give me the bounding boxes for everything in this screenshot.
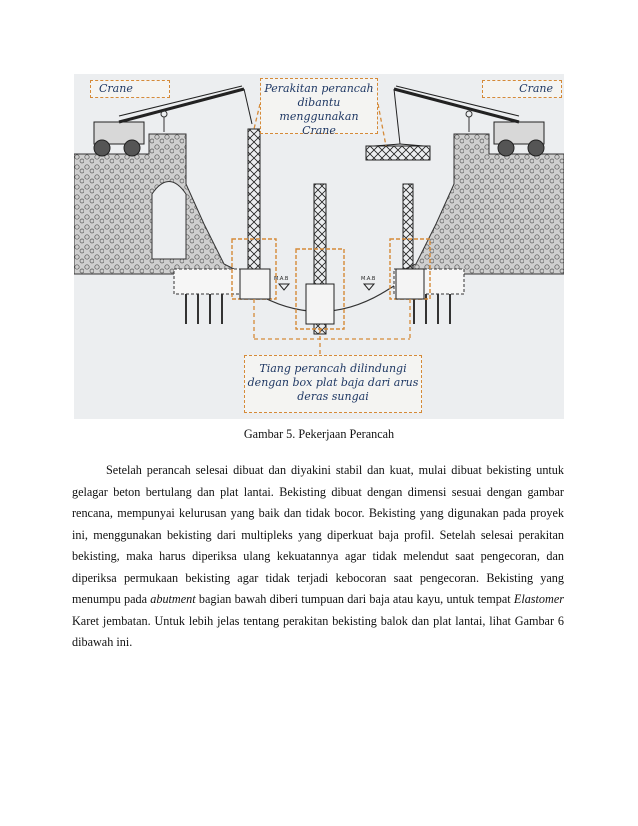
crane-label-right: Crane (482, 80, 562, 98)
crane-label-left: Crane (90, 80, 170, 98)
callout-line: Crane (302, 124, 336, 137)
callout-crane-assembly (260, 78, 378, 137)
paragraph-text: bagian bawah diberi tumpuan dari baja atau kayu, untuk tempat (195, 592, 514, 606)
figure-caption: Gambar 5. Pekerjaan Perancah (243, 427, 395, 441)
callout-line: dengan box plat baja dari arus (247, 376, 419, 389)
term-abutment: abutment (150, 592, 196, 606)
body-paragraph (72, 460, 564, 654)
left-pile-cap (174, 269, 244, 294)
steel-box-right (396, 269, 424, 299)
callout-line: Tiang perancah dilindungi (259, 362, 407, 375)
svg-text:M.A.B: M.A.B (361, 276, 376, 282)
callout-steel-box (244, 355, 422, 413)
left-piles (186, 294, 222, 324)
scaffold-tower-right (403, 184, 413, 274)
left-arch-opening (152, 182, 186, 260)
scaffolding-figure (74, 74, 564, 419)
callout-line: deras sungai (297, 390, 369, 403)
callout-line: Perakitan perancah (264, 82, 374, 95)
callout-line: dibantu menggunakan (279, 96, 359, 123)
steel-box-center (306, 284, 334, 324)
hanging-truss-segment (366, 146, 430, 160)
svg-text:M.A.B: M.A.B (274, 276, 289, 282)
scaffold-tower-left (248, 129, 260, 269)
paragraph-text: Setelah perancah selesai dibuat dan diyakini stabil dan kuat, mulai dibuat bekisting untuk gelagar beton bertulang dan plat lantai. Bekisting dibuat dengan dimensi sesuai dengan gambar rencana, mempunyai kelurusan yang baik dan tidak bocor. Bekisting yang digunakan pada proyek ini, menggunakan bekisting dari multipleks yang diperkuat baja profil. Setelah selesai perakitan bekisting, maka harus diperiksa ulang kekuatannya agar tidak melendut saat pengecoran, dan diperiksa permukaan bekisting agar tidak terjadi kebocoran saat pengecoran. Bekisting yang menumpu pada (72, 463, 564, 606)
water-level-marker-right (361, 276, 376, 290)
paragraph-text: Karet jembatan. Untuk lebih jelas tentang perakitan bekisting balok dan plat lantai, lihat Gambar 6 dibawah ini. (72, 613, 564, 649)
term-elastomer: Elastomer (513, 592, 564, 606)
steel-box-left (240, 269, 270, 299)
